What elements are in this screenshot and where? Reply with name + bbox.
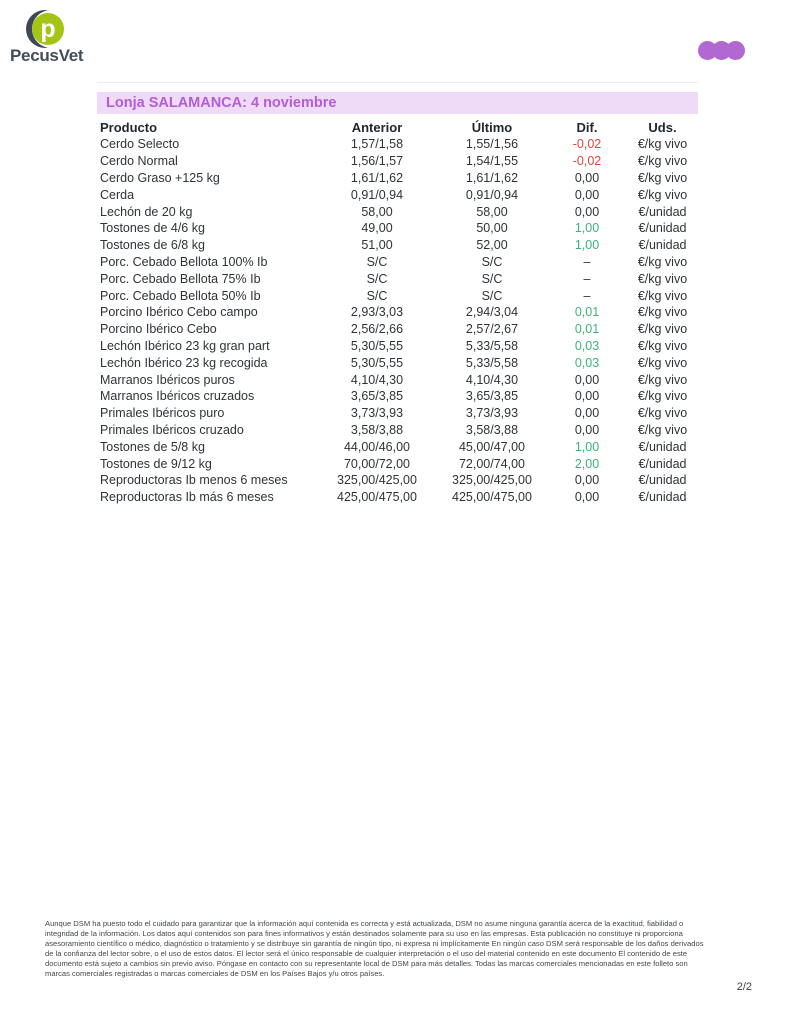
column-header-anterior: Anterior [351, 119, 403, 135]
previous-price: 44,00/46,00 [343, 439, 411, 454]
price-table-header-row [97, 118, 698, 136]
latest-price: 2,94/3,04 [465, 305, 519, 320]
product-name: Porc. Cebado Bellota 75% Ib [100, 271, 261, 286]
units-label: €/unidad [638, 238, 687, 253]
latest-price: 425,00/475,00 [452, 490, 532, 505]
difference-value: 2,00 [574, 456, 600, 471]
previous-price: 2,56/2,66 [350, 322, 404, 337]
latest-price: 5,33/5,58 [465, 355, 519, 370]
product-name: Marranos Ibéricos puros [100, 372, 235, 387]
price-row [97, 237, 698, 254]
difference-value: 0,00 [574, 187, 600, 202]
difference-value: 0,00 [574, 389, 600, 404]
difference-value: – [583, 288, 591, 303]
price-table [97, 118, 698, 506]
header-divider [97, 82, 698, 83]
price-table-body [97, 136, 698, 506]
product-name: Cerdo Graso +125 kg [100, 170, 220, 185]
product-name: Tostones de 5/8 kg [100, 439, 205, 454]
previous-price: 70,00/72,00 [343, 456, 411, 471]
latest-price: 3,73/3,93 [465, 406, 519, 421]
difference-value: 1,00 [574, 238, 600, 253]
units-label: €/unidad [638, 204, 687, 219]
previous-price: 4,10/4,30 [350, 372, 404, 387]
latest-price: 4,10/4,30 [465, 372, 519, 387]
units-label: €/kg vivo [637, 187, 688, 202]
previous-price: S/C [366, 254, 388, 269]
product-name: Porc. Cebado Bellota 100% Ib [100, 254, 268, 269]
latest-price: 72,00/74,00 [458, 456, 526, 471]
units-label: €/kg vivo [637, 389, 688, 404]
dot-icon [726, 41, 745, 60]
product-name: Primales Ibéricos puro [100, 406, 225, 421]
difference-value: 0,00 [574, 422, 600, 437]
difference-value: -0,02 [572, 137, 602, 152]
previous-price: 58,00 [361, 204, 393, 219]
previous-price: 5,30/5,55 [350, 338, 404, 353]
price-row [97, 388, 698, 405]
difference-value: -0,02 [572, 154, 602, 169]
previous-price: 49,00 [361, 221, 393, 236]
units-label: €/kg vivo [637, 288, 688, 303]
previous-price: 1,57/1,58 [350, 137, 404, 152]
product-name: Porcino Ibérico Cebo campo [100, 305, 258, 320]
product-name: Tostones de 4/6 kg [100, 221, 205, 236]
previous-price: 5,30/5,55 [350, 355, 404, 370]
units-label: €/kg vivo [637, 422, 688, 437]
units-label: €/unidad [638, 456, 687, 471]
latest-price: S/C [481, 288, 503, 303]
units-label: €/unidad [638, 221, 687, 236]
price-row [97, 422, 698, 439]
units-label: €/unidad [638, 473, 687, 488]
product-name: Tostones de 9/12 kg [100, 456, 212, 471]
price-row [97, 186, 698, 203]
pecusvet-logo-icon [26, 10, 64, 48]
price-row [97, 338, 698, 355]
difference-value: 0,00 [574, 490, 600, 505]
product-name: Lechón Ibérico 23 kg recogida [100, 355, 268, 370]
units-label: €/kg vivo [637, 154, 688, 169]
market-report [97, 92, 698, 506]
latest-price: 325,00/425,00 [452, 473, 532, 488]
product-name: Porcino Ibérico Cebo [100, 322, 217, 337]
difference-value: 0,00 [574, 406, 600, 421]
difference-value: – [583, 271, 591, 286]
previous-price: 0,91/0,94 [350, 187, 404, 202]
product-name: Cerdo Selecto [100, 137, 180, 152]
previous-price: 3,58/3,88 [350, 422, 404, 437]
latest-price: 2,57/2,67 [465, 322, 519, 337]
difference-value: 0,00 [574, 372, 600, 387]
latest-price: 3,65/3,85 [465, 389, 519, 404]
latest-price: 0,91/0,94 [465, 187, 519, 202]
latest-price: 52,00 [476, 238, 508, 253]
report-title: Lonja SALAMANCA: 4 noviembre [106, 95, 337, 111]
difference-value: 1,00 [574, 221, 600, 236]
price-row [97, 405, 698, 422]
latest-price: 5,33/5,58 [465, 338, 519, 353]
previous-price: 51,00 [361, 238, 393, 253]
price-row [97, 153, 698, 170]
price-row [97, 170, 698, 187]
report-title-bar [97, 92, 698, 114]
column-header-ultimo: Último [471, 119, 513, 135]
product-name: Marranos Ibéricos cruzados [100, 389, 255, 404]
units-label: €/kg vivo [637, 137, 688, 152]
units-label: €/kg vivo [637, 254, 688, 269]
latest-price: 1,55/1,56 [465, 137, 519, 152]
latest-price: 58,00 [476, 204, 508, 219]
latest-price: 1,54/1,55 [465, 154, 519, 169]
difference-value: 0,00 [574, 204, 600, 219]
price-row [97, 489, 698, 506]
price-row [97, 254, 698, 271]
price-row [97, 304, 698, 321]
difference-value: 0,00 [574, 170, 600, 185]
price-row [97, 321, 698, 338]
units-label: €/kg vivo [637, 355, 688, 370]
latest-price: 1,61/1,62 [465, 170, 519, 185]
difference-value: 0,03 [574, 355, 600, 370]
previous-price: 325,00/425,00 [337, 473, 417, 488]
units-label: €/unidad [638, 439, 687, 454]
units-label: €/kg vivo [637, 305, 688, 320]
price-row [97, 136, 698, 153]
units-label: €/kg vivo [637, 271, 688, 286]
price-row [97, 354, 698, 371]
column-header-dif: Dif. [576, 119, 598, 135]
difference-value: 0,01 [574, 305, 600, 320]
difference-value: 1,00 [574, 439, 600, 454]
price-row [97, 455, 698, 472]
product-name: Porc. Cebado Bellota 50% Ib [100, 288, 261, 303]
previous-price: 3,73/3,93 [350, 406, 404, 421]
previous-price: 3,65/3,85 [350, 389, 404, 404]
units-label: €/kg vivo [637, 406, 688, 421]
price-row [97, 220, 698, 237]
previous-price: 1,56/1,57 [350, 154, 404, 169]
price-row [97, 287, 698, 304]
product-name: Tostones de 6/8 kg [100, 238, 205, 253]
svg-text:p: p [40, 15, 56, 43]
difference-value: – [583, 254, 591, 269]
latest-price: 3,58/3,88 [465, 422, 519, 437]
product-name: Reproductoras Ib menos 6 meses [100, 473, 288, 488]
latest-price: 50,00 [476, 221, 508, 236]
price-row [97, 203, 698, 220]
price-row [97, 371, 698, 388]
previous-price: 2,93/3,03 [350, 305, 404, 320]
product-name: Cerda [100, 187, 135, 202]
column-header-producto: Producto [100, 119, 158, 135]
product-name: Primales Ibéricos cruzado [100, 422, 244, 437]
previous-price: S/C [366, 288, 388, 303]
product-name: Cerdo Normal [100, 154, 178, 169]
legal-disclaimer: Aunque DSM ha puesto todo el cuidado para garantizar que la información aquí contenida es correcta y está actualizada, DSM no asume ninguna garantía acerca de la exactitud, fiabilidad o integridad de la información. Los datos aquí contenidos son para fines informativos y están destinados solamente para su uso en las empresas. Esta publicación no constituye ni proporciona asesoramiento científico o médico, diagnóstico o tratamiento y se distribuye sin garantía de ningún tipo, ni expresa ni implícitamente En ningún caso DSM será responsable de los daños derivados de la confianza del lector sobre, o el uso de estos datos. El lector será el único responsable de cualquier interpretación o el uso del material contenido en este documento El contenido de este documento está sujeto a cambios sin previo aviso. Póngase en contacto con su representante local de DSM para más detalles. Todas las marcas comerciales mencionadas en este folleto son marcas comerciales registradas o marcas comerciales de DSM en los Países Bajos y/u otros países. [45, 919, 704, 978]
price-row [97, 472, 698, 489]
units-label: €/kg vivo [637, 372, 688, 387]
difference-value: 0,01 [574, 322, 600, 337]
page-number: 2/2 [736, 981, 752, 993]
units-label: €/kg vivo [637, 322, 688, 337]
latest-price: 45,00/47,00 [458, 439, 526, 454]
previous-price: 1,61/1,62 [350, 170, 404, 185]
difference-value: 0,00 [574, 473, 600, 488]
difference-value: 0,03 [574, 338, 600, 353]
column-header-uds: Uds. [648, 119, 677, 135]
brand-wordmark: PecusVet [10, 46, 84, 65]
previous-price: S/C [366, 271, 388, 286]
product-name: Reproductoras Ib más 6 meses [100, 490, 274, 505]
latest-price: S/C [481, 271, 503, 286]
price-row [97, 270, 698, 287]
previous-price: 425,00/475,00 [337, 490, 417, 505]
units-label: €/kg vivo [637, 170, 688, 185]
product-name: Lechón de 20 kg [100, 204, 193, 219]
product-name: Lechón Ibérico 23 kg gran part [100, 338, 270, 353]
price-row [97, 438, 698, 455]
units-label: €/kg vivo [637, 338, 688, 353]
brand-dots-decoration [698, 41, 745, 60]
latest-price: S/C [481, 254, 503, 269]
units-label: €/unidad [638, 490, 687, 505]
